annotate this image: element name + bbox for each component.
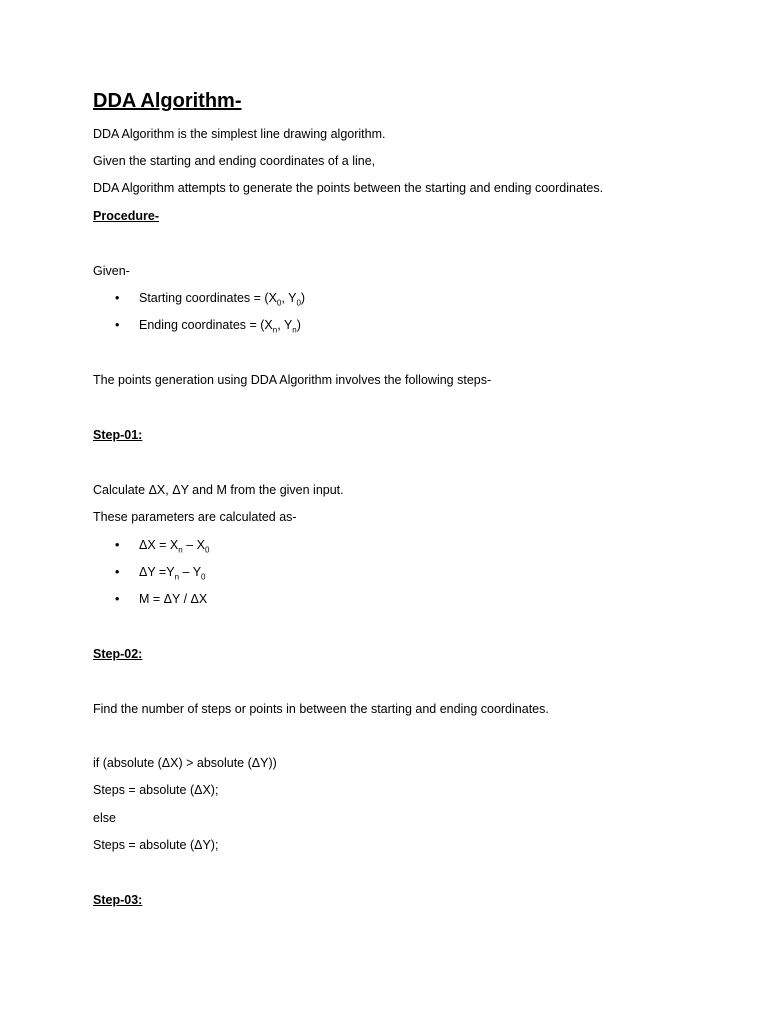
step-02-heading: Step-02: xyxy=(93,647,143,661)
step-02-code-2: Steps = absolute (ΔX); xyxy=(93,783,219,797)
given-label: Given- xyxy=(93,264,130,278)
formula-delta-y: $\Delta Y =Y_n - Y_0$ xyxy=(139,565,206,582)
given-start-coordinates: Starting coordinates = ($X_0$, $Y_0$) xyxy=(139,291,306,308)
step-02-code-3: else xyxy=(93,811,116,825)
step-01-line-1: Calculate ΔX, ΔY and M from the given input. xyxy=(93,483,344,497)
intro-line-3: DDA Algorithm attempts to generate the points between the starting and ending coordinates. xyxy=(93,181,604,195)
step-02-code-1: if (absolute (ΔX) > absolute (ΔY)) xyxy=(93,756,277,770)
bullet-marker: • xyxy=(115,291,120,305)
step-01-line-2: These parameters are calculated as- xyxy=(93,510,297,524)
bullet-marker: • xyxy=(115,592,120,606)
step-03-heading: Step-03: xyxy=(93,893,143,907)
bullet-marker: • xyxy=(115,565,120,579)
step-02-code-4: Steps = absolute (ΔY); xyxy=(93,838,219,852)
procedure-heading: Procedure- xyxy=(93,209,159,223)
bullet-marker: • xyxy=(115,318,120,332)
intro-line-1: DDA Algorithm is the simplest line drawing algorithm. xyxy=(93,127,386,141)
page-title: DDA Algorithm- xyxy=(93,90,242,112)
formula-delta-x: $\Delta X = X_n - X_0$ xyxy=(139,538,210,555)
formula-slope: M = ΔY / ΔX xyxy=(139,592,208,606)
step-01-heading: Step-01: xyxy=(93,428,143,442)
given-end-coordinates: Ending coordinates = ($X_n$, $Y_n$) xyxy=(139,318,301,335)
bullet-marker: • xyxy=(115,538,120,552)
steps-intro: The points generation using DDA Algorithm involves the following steps- xyxy=(93,373,492,387)
step-02-line-1: Find the number of steps or points in between the starting and ending coordinates. xyxy=(93,702,549,716)
intro-line-2: Given the starting and ending coordinates of a line, xyxy=(93,154,376,168)
